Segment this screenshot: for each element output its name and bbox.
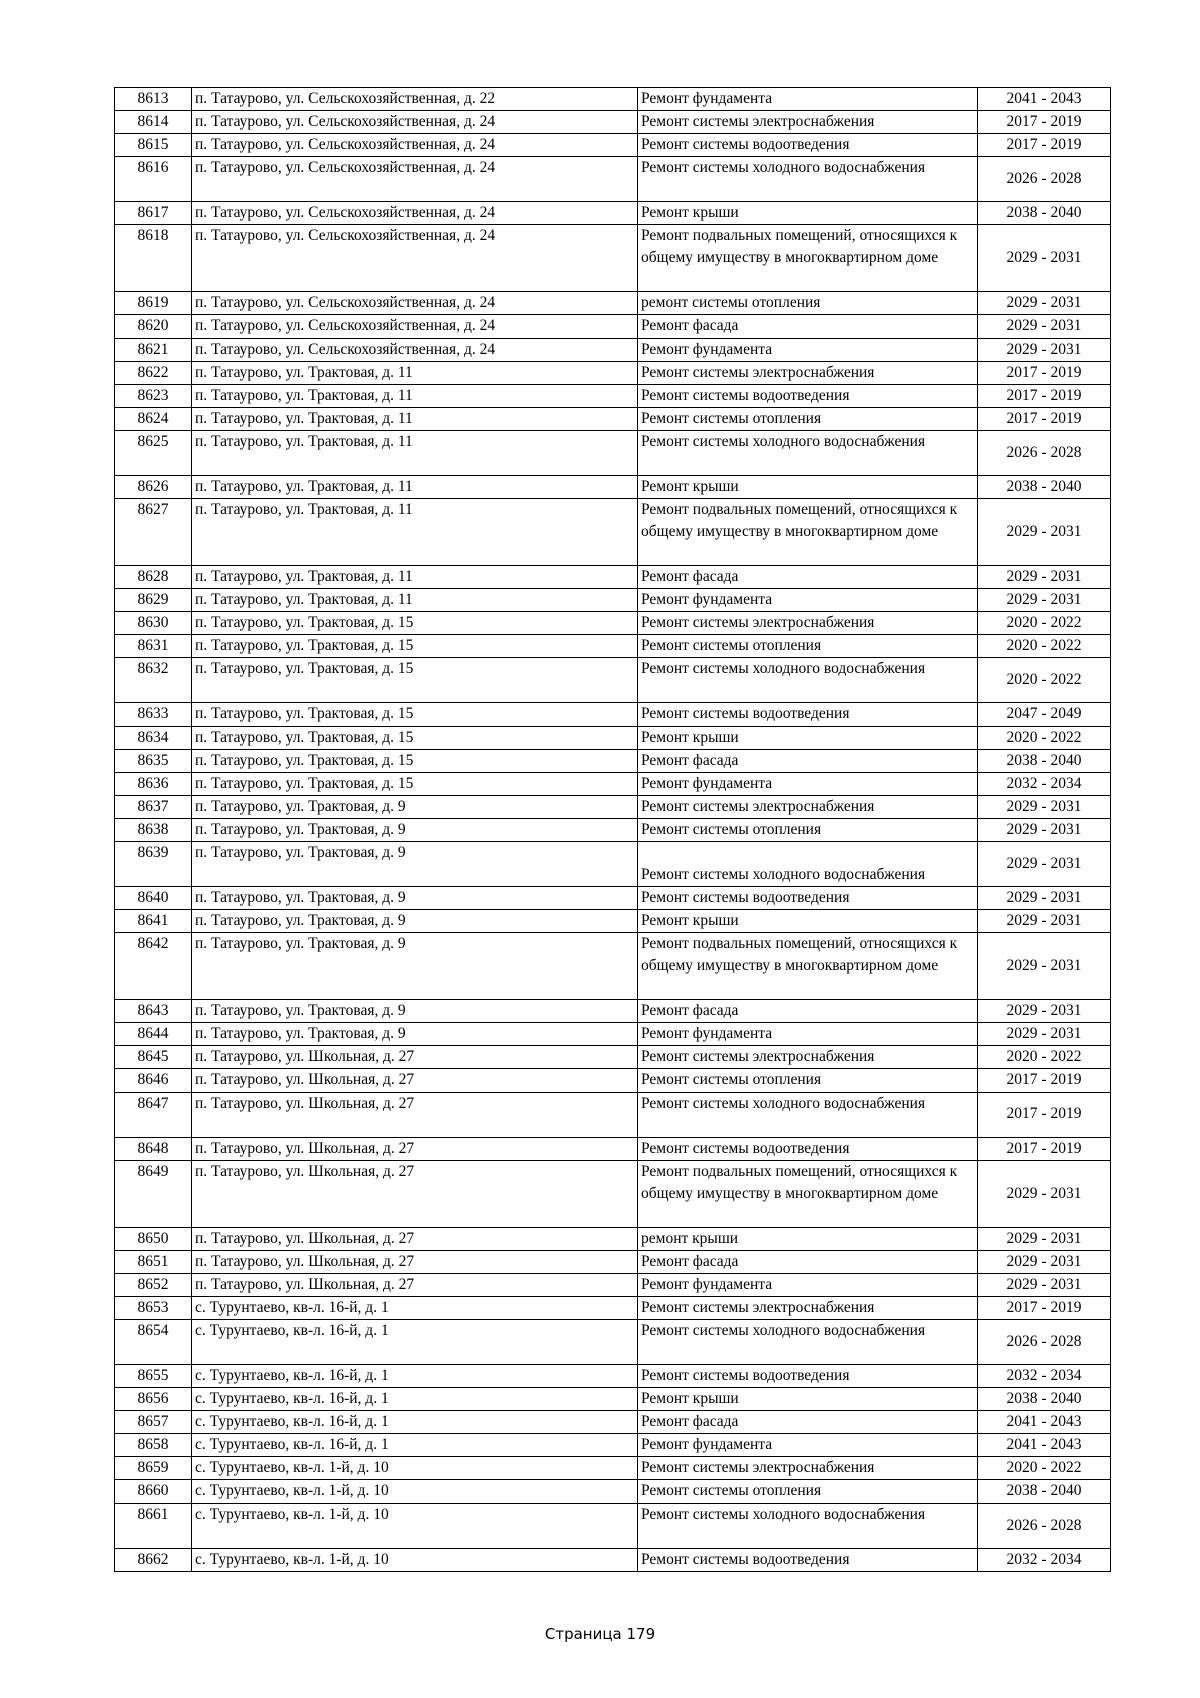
row-work-type: Ремонт системы отопления xyxy=(638,818,978,841)
row-period: 2026 - 2028 xyxy=(978,157,1111,202)
table-row xyxy=(115,1411,1111,1434)
row-period: 2041 - 2043 xyxy=(978,1434,1111,1457)
row-period: 2032 - 2034 xyxy=(978,1365,1111,1388)
table-row xyxy=(115,1365,1111,1388)
row-address: п. Татаурово, ул. Сельскохозяйственная, д. 24 xyxy=(192,225,638,292)
row-period: 2017 - 2019 xyxy=(978,384,1111,407)
row-work-type: Ремонт фундамента xyxy=(638,1434,978,1457)
table-row xyxy=(115,1296,1111,1319)
row-period: 2029 - 2031 xyxy=(978,499,1111,566)
row-period: 2017 - 2019 xyxy=(978,1069,1111,1092)
row-period: 2020 - 2022 xyxy=(978,612,1111,635)
row-work-type: Ремонт системы холодного водоснабжения xyxy=(638,1092,978,1137)
table-row xyxy=(115,338,1111,361)
row-work-type: Ремонт системы водоотведения xyxy=(638,1548,978,1571)
row-work-type: Ремонт системы электроснабжения xyxy=(638,1296,978,1319)
table-row xyxy=(115,726,1111,749)
row-work-type: Ремонт системы водоотведения xyxy=(638,1137,978,1160)
table-row xyxy=(115,795,1111,818)
row-period: 2029 - 2031 xyxy=(978,795,1111,818)
row-period: 2032 - 2034 xyxy=(978,772,1111,795)
row-period: 2026 - 2028 xyxy=(978,430,1111,475)
table-row xyxy=(115,635,1111,658)
row-work-type: Ремонт фундамента xyxy=(638,589,978,612)
row-address: п. Татаурово, ул. Сельскохозяйственная, д. 24 xyxy=(192,157,638,202)
row-period: 2029 - 2031 xyxy=(978,841,1111,886)
row-number: 8614 xyxy=(115,111,192,134)
row-period: 2038 - 2040 xyxy=(978,1388,1111,1411)
row-work-type: Ремонт системы электроснабжения xyxy=(638,361,978,384)
row-period: 2020 - 2022 xyxy=(978,635,1111,658)
row-number: 8616 xyxy=(115,157,192,202)
row-number: 8624 xyxy=(115,407,192,430)
row-number: 8651 xyxy=(115,1250,192,1273)
row-number: 8659 xyxy=(115,1457,192,1480)
table-row xyxy=(115,225,1111,292)
table-row xyxy=(115,202,1111,225)
table-row xyxy=(115,315,1111,338)
row-address: п. Татаурово, ул. Трактовая, д. 9 xyxy=(192,1023,638,1046)
table-row xyxy=(115,1388,1111,1411)
row-address: с. Турунтаево, кв-л. 16-й, д. 1 xyxy=(192,1320,638,1365)
table-row xyxy=(115,749,1111,772)
row-number: 8632 xyxy=(115,658,192,703)
row-period: 2038 - 2040 xyxy=(978,1480,1111,1503)
row-work-type: Ремонт системы электроснабжения xyxy=(638,111,978,134)
row-period: 2017 - 2019 xyxy=(978,407,1111,430)
page-number: Страница 179 xyxy=(544,1625,656,1643)
row-number: 8620 xyxy=(115,315,192,338)
row-period: 2029 - 2031 xyxy=(978,818,1111,841)
row-address: п. Татаурово, ул. Школьная, д. 27 xyxy=(192,1227,638,1250)
row-number: 8623 xyxy=(115,384,192,407)
row-work-type: Ремонт подвальных помещений, относящихся к общему имуществу в многоквартирном доме xyxy=(638,1160,978,1227)
row-number: 8637 xyxy=(115,795,192,818)
row-number: 8662 xyxy=(115,1548,192,1571)
table-row xyxy=(115,157,1111,202)
table-row xyxy=(115,818,1111,841)
row-period: 2038 - 2040 xyxy=(978,749,1111,772)
row-number: 8652 xyxy=(115,1273,192,1296)
row-address: п. Татаурово, ул. Трактовая, д. 11 xyxy=(192,430,638,475)
row-period: 2029 - 2031 xyxy=(978,292,1111,315)
row-period: 2047 - 2049 xyxy=(978,703,1111,726)
row-work-type: Ремонт крыши xyxy=(638,475,978,498)
table-row xyxy=(115,1434,1111,1457)
table-row xyxy=(115,910,1111,933)
table-row xyxy=(115,1503,1111,1548)
row-number: 8634 xyxy=(115,726,192,749)
row-number: 8653 xyxy=(115,1296,192,1319)
row-number: 8645 xyxy=(115,1046,192,1069)
row-work-type: ремонт крыши xyxy=(638,1227,978,1250)
row-period: 2038 - 2040 xyxy=(978,475,1111,498)
row-work-type: Ремонт фундамента xyxy=(638,88,978,111)
row-work-type: Ремонт крыши xyxy=(638,726,978,749)
row-work-type: Ремонт подвальных помещений, относящихся к общему имуществу в многоквартирном доме xyxy=(638,225,978,292)
table-row xyxy=(115,1092,1111,1137)
row-address: п. Татаурово, ул. Сельскохозяйственная, д. 22 xyxy=(192,88,638,111)
row-work-type: Ремонт фасада xyxy=(638,315,978,338)
table-row xyxy=(115,1227,1111,1250)
row-work-type: Ремонт фундамента xyxy=(638,772,978,795)
row-number: 8661 xyxy=(115,1503,192,1548)
table-row xyxy=(115,841,1111,886)
row-address: п. Татаурово, ул. Трактовая, д. 9 xyxy=(192,841,638,886)
row-number: 8648 xyxy=(115,1137,192,1160)
row-address: с. Турунтаево, кв-л. 16-й, д. 1 xyxy=(192,1388,638,1411)
row-period: 2029 - 2031 xyxy=(978,338,1111,361)
row-address: п. Татаурово, ул. Трактовая, д. 15 xyxy=(192,749,638,772)
row-period: 2020 - 2022 xyxy=(978,658,1111,703)
row-number: 8650 xyxy=(115,1227,192,1250)
row-address: п. Татаурово, ул. Сельскохозяйственная, д. 24 xyxy=(192,134,638,157)
table-row xyxy=(115,612,1111,635)
row-number: 8642 xyxy=(115,933,192,1000)
row-period: 2029 - 2031 xyxy=(978,1273,1111,1296)
row-period: 2029 - 2031 xyxy=(978,933,1111,1000)
row-address: с. Турунтаево, кв-л. 1-й, д. 10 xyxy=(192,1457,638,1480)
row-period: 2017 - 2019 xyxy=(978,361,1111,384)
row-address: п. Татаурово, ул. Трактовая, д. 15 xyxy=(192,772,638,795)
row-address: с. Турунтаево, кв-л. 16-й, д. 1 xyxy=(192,1411,638,1434)
row-period: 2017 - 2019 xyxy=(978,111,1111,134)
row-number: 8633 xyxy=(115,703,192,726)
table-row xyxy=(115,1273,1111,1296)
table-row xyxy=(115,703,1111,726)
row-number: 8655 xyxy=(115,1365,192,1388)
row-number: 8631 xyxy=(115,635,192,658)
row-address: п. Татаурово, ул. Сельскохозяйственная, д. 24 xyxy=(192,292,638,315)
row-number: 8613 xyxy=(115,88,192,111)
row-work-type: Ремонт фасада xyxy=(638,749,978,772)
table-row xyxy=(115,384,1111,407)
row-period: 2041 - 2043 xyxy=(978,88,1111,111)
row-number: 8628 xyxy=(115,566,192,589)
table-row xyxy=(115,361,1111,384)
table-row xyxy=(115,475,1111,498)
row-work-type: Ремонт системы отопления xyxy=(638,1480,978,1503)
row-period: 2029 - 2031 xyxy=(978,315,1111,338)
row-address: п. Татаурово, ул. Трактовая, д. 11 xyxy=(192,384,638,407)
row-address: п. Татаурово, ул. Трактовая, д. 9 xyxy=(192,818,638,841)
row-address: с. Турунтаево, кв-л. 1-й, д. 10 xyxy=(192,1503,638,1548)
row-period: 2029 - 2031 xyxy=(978,225,1111,292)
row-number: 8618 xyxy=(115,225,192,292)
row-address: п. Татаурово, ул. Трактовая, д. 9 xyxy=(192,933,638,1000)
row-address: п. Татаурово, ул. Трактовая, д. 15 xyxy=(192,726,638,749)
row-number: 8619 xyxy=(115,292,192,315)
row-address: п. Татаурово, ул. Трактовая, д. 15 xyxy=(192,658,638,703)
table-body xyxy=(115,88,1111,1572)
row-number: 8658 xyxy=(115,1434,192,1457)
row-work-type: Ремонт фундамента xyxy=(638,1023,978,1046)
row-work-type: Ремонт крыши xyxy=(638,1388,978,1411)
row-address: п. Татаурово, ул. Школьная, д. 27 xyxy=(192,1137,638,1160)
row-period: 2020 - 2022 xyxy=(978,1046,1111,1069)
row-number: 8617 xyxy=(115,202,192,225)
row-number: 8639 xyxy=(115,841,192,886)
row-address: п. Татаурово, ул. Сельскохозяйственная, д. 24 xyxy=(192,315,638,338)
capital-repair-table xyxy=(114,87,1111,1572)
row-period: 2017 - 2019 xyxy=(978,1137,1111,1160)
row-work-type: Ремонт системы водоотведения xyxy=(638,384,978,407)
row-period: 2029 - 2031 xyxy=(978,886,1111,909)
row-address: п. Татаурово, ул. Трактовая, д. 11 xyxy=(192,499,638,566)
table-row xyxy=(115,499,1111,566)
row-number: 8621 xyxy=(115,338,192,361)
table-row xyxy=(115,933,1111,1000)
table-row xyxy=(115,589,1111,612)
row-number: 8657 xyxy=(115,1411,192,1434)
row-address: п. Татаурово, ул. Школьная, д. 27 xyxy=(192,1160,638,1227)
table-row xyxy=(115,1160,1111,1227)
row-period: 2029 - 2031 xyxy=(978,1160,1111,1227)
row-number: 8647 xyxy=(115,1092,192,1137)
row-address: п. Татаурово, ул. Сельскохозяйственная, д. 24 xyxy=(192,202,638,225)
table-row xyxy=(115,407,1111,430)
row-work-type: Ремонт системы холодного водоснабжения xyxy=(638,1503,978,1548)
row-number: 8656 xyxy=(115,1388,192,1411)
row-period: 2038 - 2040 xyxy=(978,202,1111,225)
row-period: 2029 - 2031 xyxy=(978,1250,1111,1273)
row-address: п. Татаурово, ул. Трактовая, д. 15 xyxy=(192,635,638,658)
row-period: 2017 - 2019 xyxy=(978,134,1111,157)
row-period: 2029 - 2031 xyxy=(978,1000,1111,1023)
row-work-type: Ремонт системы холодного водоснабжения xyxy=(638,1320,978,1365)
table-row xyxy=(115,430,1111,475)
table-row xyxy=(115,658,1111,703)
row-number: 8635 xyxy=(115,749,192,772)
row-period: 2029 - 2031 xyxy=(978,1227,1111,1250)
row-work-type: Ремонт фасада xyxy=(638,566,978,589)
row-address: с. Турунтаево, кв-л. 16-й, д. 1 xyxy=(192,1434,638,1457)
table-row xyxy=(115,886,1111,909)
table-row xyxy=(115,566,1111,589)
row-number: 8646 xyxy=(115,1069,192,1092)
row-period: 2029 - 2031 xyxy=(978,910,1111,933)
row-address: п. Татаурово, ул. Школьная, д. 27 xyxy=(192,1069,638,1092)
row-address: с. Турунтаево, кв-л. 16-й, д. 1 xyxy=(192,1365,638,1388)
table-row xyxy=(115,1320,1111,1365)
row-address: п. Татаурово, ул. Сельскохозяйственная, д. 24 xyxy=(192,111,638,134)
row-address: п. Татаурово, ул. Трактовая, д. 9 xyxy=(192,910,638,933)
table-row xyxy=(115,134,1111,157)
row-address: п. Татаурово, ул. Трактовая, д. 15 xyxy=(192,703,638,726)
row-period: 2026 - 2028 xyxy=(978,1503,1111,1548)
row-address: п. Татаурово, ул. Трактовая, д. 9 xyxy=(192,1000,638,1023)
row-period: 2029 - 2031 xyxy=(978,1023,1111,1046)
row-address: п. Татаурово, ул. Трактовая, д. 11 xyxy=(192,475,638,498)
row-address: п. Татаурово, ул. Школьная, д. 27 xyxy=(192,1046,638,1069)
row-work-type: Ремонт подвальных помещений, относящихся к общему имуществу в многоквартирном доме xyxy=(638,933,978,1000)
row-number: 8629 xyxy=(115,589,192,612)
row-number: 8625 xyxy=(115,430,192,475)
table-row xyxy=(115,111,1111,134)
row-work-type: Ремонт фасада xyxy=(638,1411,978,1434)
row-work-type: Ремонт крыши xyxy=(638,202,978,225)
table-row xyxy=(115,1250,1111,1273)
row-work-type: Ремонт системы электроснабжения xyxy=(638,795,978,818)
row-work-type: Ремонт фундамента xyxy=(638,338,978,361)
row-work-type: Ремонт системы электроснабжения xyxy=(638,1457,978,1480)
row-number: 8641 xyxy=(115,910,192,933)
row-period: 2041 - 2043 xyxy=(978,1411,1111,1434)
row-number: 8622 xyxy=(115,361,192,384)
row-work-type: Ремонт системы электроснабжения xyxy=(638,612,978,635)
row-period: 2029 - 2031 xyxy=(978,566,1111,589)
table-row xyxy=(115,1069,1111,1092)
row-address: п. Татаурово, ул. Трактовая, д. 11 xyxy=(192,589,638,612)
table-row xyxy=(115,1457,1111,1480)
row-work-type: Ремонт системы холодного водоснабжения xyxy=(638,157,978,202)
table-row xyxy=(115,772,1111,795)
row-number: 8615 xyxy=(115,134,192,157)
row-work-type: Ремонт системы отопления xyxy=(638,407,978,430)
row-number: 8626 xyxy=(115,475,192,498)
row-address: п. Татаурово, ул. Трактовая, д. 15 xyxy=(192,612,638,635)
row-work-type: Ремонт системы холодного водоснабжения xyxy=(638,841,978,886)
row-number: 8636 xyxy=(115,772,192,795)
row-period: 2029 - 2031 xyxy=(978,589,1111,612)
row-work-type: Ремонт крыши xyxy=(638,910,978,933)
row-number: 8627 xyxy=(115,499,192,566)
table-row xyxy=(115,1548,1111,1571)
table-row xyxy=(115,292,1111,315)
row-work-type: ремонт системы отопления xyxy=(638,292,978,315)
row-period: 2020 - 2022 xyxy=(978,726,1111,749)
table-row xyxy=(115,1137,1111,1160)
row-period: 2017 - 2019 xyxy=(978,1092,1111,1137)
row-number: 8649 xyxy=(115,1160,192,1227)
row-address: с. Турунтаево, кв-л. 1-й, д. 10 xyxy=(192,1480,638,1503)
table-row xyxy=(115,1000,1111,1023)
row-period: 2017 - 2019 xyxy=(978,1296,1111,1319)
row-number: 8644 xyxy=(115,1023,192,1046)
row-work-type: Ремонт подвальных помещений, относящихся к общему имуществу в многоквартирном доме xyxy=(638,499,978,566)
row-number: 8643 xyxy=(115,1000,192,1023)
table-row xyxy=(115,1023,1111,1046)
row-address: п. Татаурово, ул. Трактовая, д. 11 xyxy=(192,566,638,589)
row-work-type: Ремонт системы водоотведения xyxy=(638,134,978,157)
row-work-type: Ремонт фасада xyxy=(638,1000,978,1023)
row-work-type: Ремонт системы холодного водоснабжения xyxy=(638,430,978,475)
row-work-type: Ремонт фундамента xyxy=(638,1273,978,1296)
row-number: 8638 xyxy=(115,818,192,841)
row-address: п. Татаурово, ул. Трактовая, д. 11 xyxy=(192,361,638,384)
row-work-type: Ремонт системы холодного водоснабжения xyxy=(638,658,978,703)
row-work-type: Ремонт системы водоотведения xyxy=(638,1365,978,1388)
row-address: п. Татаурово, ул. Школьная, д. 27 xyxy=(192,1273,638,1296)
table-row xyxy=(115,1046,1111,1069)
row-number: 8630 xyxy=(115,612,192,635)
row-number: 8654 xyxy=(115,1320,192,1365)
row-address: п. Татаурово, ул. Трактовая, д. 9 xyxy=(192,886,638,909)
row-number: 8660 xyxy=(115,1480,192,1503)
row-address: с. Турунтаево, кв-л. 16-й, д. 1 xyxy=(192,1296,638,1319)
row-address: п. Татаурово, ул. Школьная, д. 27 xyxy=(192,1092,638,1137)
row-work-type: Ремонт системы водоотведения xyxy=(638,886,978,909)
row-address: п. Татаурово, ул. Сельскохозяйственная, д. 24 xyxy=(192,338,638,361)
row-address: с. Турунтаево, кв-л. 1-й, д. 10 xyxy=(192,1548,638,1571)
row-work-type: Ремонт системы отопления xyxy=(638,1069,978,1092)
row-address: п. Татаурово, ул. Трактовая, д. 11 xyxy=(192,407,638,430)
row-period: 2032 - 2034 xyxy=(978,1548,1111,1571)
row-address: п. Татаурово, ул. Школьная, д. 27 xyxy=(192,1250,638,1273)
row-period: 2020 - 2022 xyxy=(978,1457,1111,1480)
row-work-type: Ремонт фасада xyxy=(638,1250,978,1273)
table-row xyxy=(115,88,1111,111)
row-work-type: Ремонт системы электроснабжения xyxy=(638,1046,978,1069)
row-number: 8640 xyxy=(115,886,192,909)
row-period: 2026 - 2028 xyxy=(978,1320,1111,1365)
row-work-type: Ремонт системы отопления xyxy=(638,635,978,658)
row-work-type: Ремонт системы водоотведения xyxy=(638,703,978,726)
table-row xyxy=(115,1480,1111,1503)
row-address: п. Татаурово, ул. Трактовая, д. 9 xyxy=(192,795,638,818)
